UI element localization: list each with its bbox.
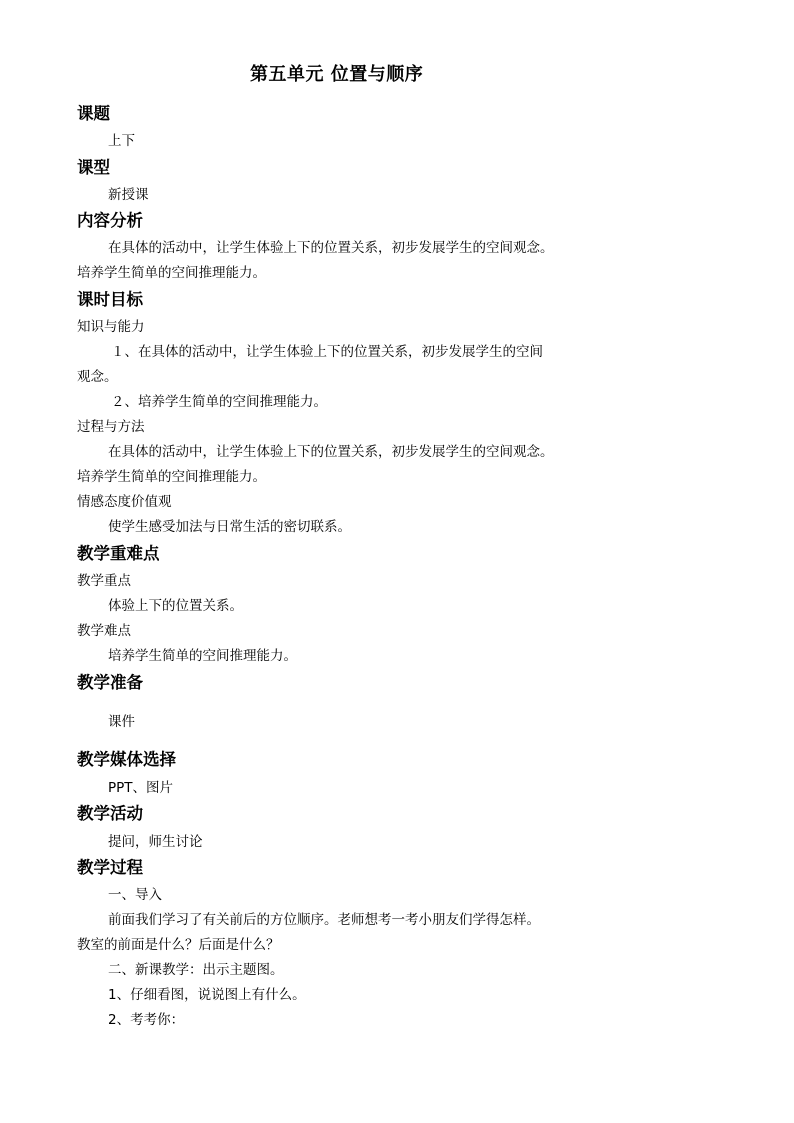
zhongdian-content: 体验上下的位置关系。	[108, 598, 243, 614]
zhishi-item-1: １、在具体的活动中，让学生体验上下的位置关系，初步发展学生的空间	[111, 344, 543, 360]
neirong-line-1: 在具体的活动中，让学生体验上下的位置关系，初步发展学生的空间观念。	[108, 240, 554, 256]
guocheng-step-2-item-1: 1、仔细看图，说说图上有什么。	[108, 987, 306, 1003]
nandian-content: 培养学生简单的空间推理能力。	[108, 648, 297, 664]
zhishi-item-1-cont: 观念。	[77, 369, 118, 385]
label-qinggan: 情感态度价值观	[77, 494, 172, 510]
guocheng-step-2-item-2: 2、考考你：	[108, 1012, 185, 1028]
heading-guocheng: 教学过程	[77, 858, 143, 877]
heading-zhunbei: 教学准备	[77, 673, 143, 692]
heading-kexing: 课型	[77, 158, 110, 177]
heading-zhongnan: 教学重难点	[77, 544, 160, 563]
heading-neirong: 内容分析	[77, 211, 143, 230]
label-guocheng: 过程与方法	[77, 419, 145, 435]
zhishi-item-2: ２、培养学生简单的空间推理能力。	[111, 394, 327, 410]
neirong-line-2: 培养学生简单的空间推理能力。	[77, 265, 266, 281]
heading-huodong: 教学活动	[77, 804, 143, 823]
guocheng-line-1: 在具体的活动中，让学生体验上下的位置关系，初步发展学生的空间观念。	[108, 444, 554, 460]
qinggan-content: 使学生感受加法与日常生活的密切联系。	[108, 519, 351, 535]
label-nandian: 教学难点	[77, 623, 131, 639]
keti-content: 上下	[108, 133, 135, 149]
heading-mubiao: 课时目标	[77, 290, 143, 309]
document-title: 第五单元 位置与顺序	[250, 64, 424, 85]
label-zhishi: 知识与能力	[77, 319, 145, 335]
huodong-content: 提问，师生讨论	[108, 834, 203, 850]
kexing-content: 新授课	[108, 187, 149, 203]
guocheng-step-2: 二、新课教学：出示主题图。	[108, 962, 284, 978]
label-zhongdian: 教学重点	[77, 573, 131, 589]
heading-meiti: 教学媒体选择	[77, 750, 176, 769]
heading-keti: 课题	[77, 104, 110, 123]
guocheng-step-1-line-2: 教室的前面是什么？后面是什么？	[77, 937, 280, 953]
meiti-content: PPT、图片	[108, 780, 174, 796]
zhunbei-content: 课件	[108, 714, 135, 730]
guocheng-step-1-line-1: 前面我们学习了有关前后的方位顺序。老师想考一考小朋友们学得怎样。	[108, 912, 540, 928]
guocheng-line-2: 培养学生简单的空间推理能力。	[77, 469, 266, 485]
guocheng-step-1: 一、导入	[108, 887, 162, 903]
